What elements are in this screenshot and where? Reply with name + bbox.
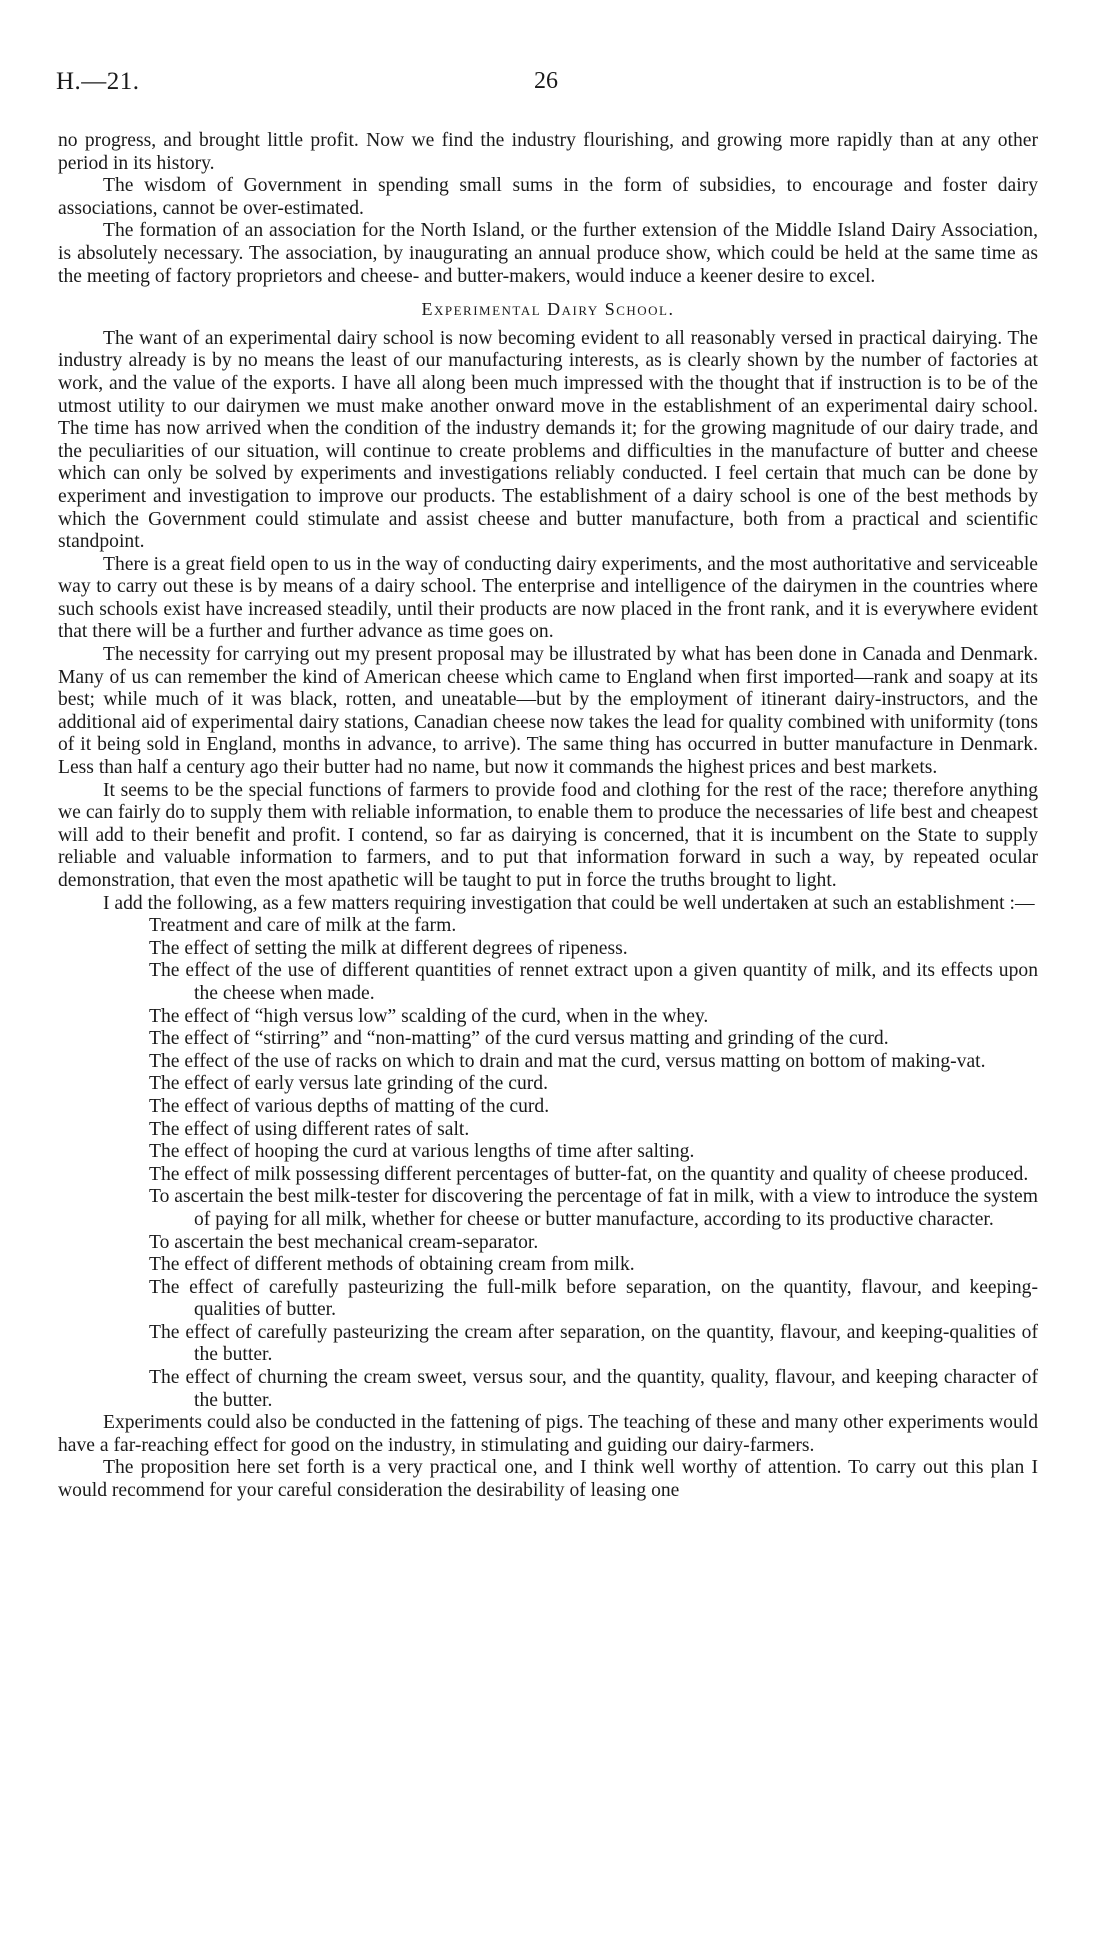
list-item: The effect of “high versus low” scalding of the curd, when in the whey. (149, 1005, 709, 1027)
list-item: The effect of using different rates of salt. (149, 1118, 470, 1140)
list-item: To ascertain the best mechanical cream-separator. (149, 1231, 539, 1253)
list-item: The effect of hooping the curd at various lengths of time after salting. (149, 1141, 695, 1163)
document-page (58, 68, 1038, 1503)
list-item: To ascertain the best milk-tester for discovering the percentage of fat in milk, with a view to introduce the system of paying for all milk, whether for cheese or butter manufacture, according to its productive character. (149, 1186, 1038, 1230)
list-item: Treatment and care of milk at the farm. (149, 915, 457, 937)
list-item: The effect of “stirring” and “non-matting” of the curd versus matting and grinding of the curd. (149, 1028, 889, 1050)
list-item: The effect of various depths of matting of the curd. (149, 1095, 550, 1117)
paragraph: The want of an experimental dairy school is now becoming evident to all reasonably versed in practical dairying. The industry already is by no means the least of our manufacturing interests, as is clearly shown by the number of factories at work, and the value of the exports. I have all along been much impressed with the thought that if instruction is to be of the utmost utility to our dairymen we must make another onward move in the establishment of an experimental dairy school. The time has now arrived when the condition of the industry demands it; for the growing magnitude of our dairy trade, and the peculiarities of our situation, will continue to create problems and difficulties in the manufacture of butter and cheese which can only be solved by experiments and investigations reliably conducted. I feel certain that much can be done by experiment and investigation to improve our products. The establishment of a dairy school is one of the best methods by which the Government could stimulate and assist cheese and butter manufacture, both from a practical and scientific standpoint. (58, 327, 1038, 553)
paragraph: There is a great field open to us in the way of conducting dairy experiments, and the most authoritative and serviceable way to carry out these is by means of a dairy school. The enterprise and intelligence of the dairymen in the countries where such schools exist have increased steadily, until their products are now placed in the front rank, and it is everywhere evident that there will be a further and further advance as time goes on. (58, 553, 1038, 643)
document-body (58, 130, 1038, 1503)
list-item: The effect of milk possessing different percentages of butter-fat, on the quantity and quality of cheese produced. (149, 1163, 1029, 1185)
list-item: The effect of early versus late grinding of the curd. (149, 1073, 548, 1095)
investigation-list (58, 915, 1038, 1412)
paragraph: The formation of an association for the North Island, or the further extension of the Middle Island Dairy Association, is absolutely necessary. The association, by inaugurating an annual produce show, which could be held at the same time as the meeting of factory proprietors and cheese- and butter-makers, would induce a keener desire to excel. (58, 220, 1038, 287)
list-item: The effect of the use of racks on which to drain and mat the curd, versus matting on bottom of making-vat. (149, 1050, 986, 1072)
page-header (58, 68, 1038, 108)
list-item: The effect of carefully pasteurizing the cream after separation, on the quantity, flavour, and keeping-qualities of the butter. (149, 1321, 1038, 1366)
document-reference: H.—21. (56, 68, 140, 95)
list-item: The effect of the use of different quantities of rennet extract upon a given quantity of milk, and its effects upon the cheese when made. (149, 960, 1038, 1004)
page-number: 26 (534, 68, 558, 94)
list-item: The effect of churning the cream sweet, versus sour, and the quantity, quality, flavour, and keeping character of the butter. (149, 1367, 1038, 1411)
paragraph: no progress, and brought little profit. Now we find the industry flourishing, and growing more rapidly than at any other period in its history. (58, 130, 1038, 174)
paragraph: I add the following, as a few matters requiring investigation that could be well undertaken at such an establishment :— (103, 892, 1035, 914)
list-item: The effect of different methods of obtaining cream from milk. (149, 1254, 635, 1276)
list-item: The effect of carefully pasteurizing the full-milk before separation, on the quantity, flavour, and keeping-qualities of butter. (149, 1276, 1038, 1321)
paragraph: The proposition here set forth is a very practical one, and I think well worthy of attention. To carry out this plan I would recommend for your careful consideration the desirability of leasing one (58, 1457, 1038, 1502)
section-heading: Experimental Dairy School. (421, 299, 675, 320)
paragraph: The necessity for carrying out my present proposal may be illustrated by what has been done in Canada and Denmark. Many of us can remember the kind of American cheese which came to England when first imported—rank and soapy at its best; while much of it was black, rotten, and uneatable—but by the employment of itinerant dairy-instructors, and the additional aid of experimental dairy stations, Canadian cheese now takes the lead for quality combined with uniformity (tons of it being sold in England, months in advance, to arrive). The same thing has occurred in butter manufacture in Denmark. Less than half a century ago their butter had no name, but now it commands the highest prices and best markets. (58, 644, 1038, 779)
paragraph: It seems to be the special functions of farmers to provide food and clothing for the rest of the race; therefore anything we can fairly do to supply them with reliable information, to enable them to produce the necessaries of life best and cheapest will add to their benefit and profit. I contend, so far as dairying is concerned, that it is incumbent on the State to supply reliable and valuable information to farmers, and to put that information forward in such a way, by repeated ocular demonstration, that even the most apathetic will be taught to put in force the truths brought to light. (58, 779, 1038, 891)
list-item: The effect of setting the milk at different degrees of ripeness. (149, 937, 628, 959)
paragraph: The wisdom of Government in spending small sums in the form of subsidies, to encourage and foster dairy associations, cannot be over-estimated. (58, 175, 1038, 219)
paragraph: Experiments could also be conducted in the fattening of pigs. The teaching of these and many other experiments would have a far-reaching effect for good on the industry, in stimulating and guiding our dairy-farmers. (58, 1412, 1038, 1456)
